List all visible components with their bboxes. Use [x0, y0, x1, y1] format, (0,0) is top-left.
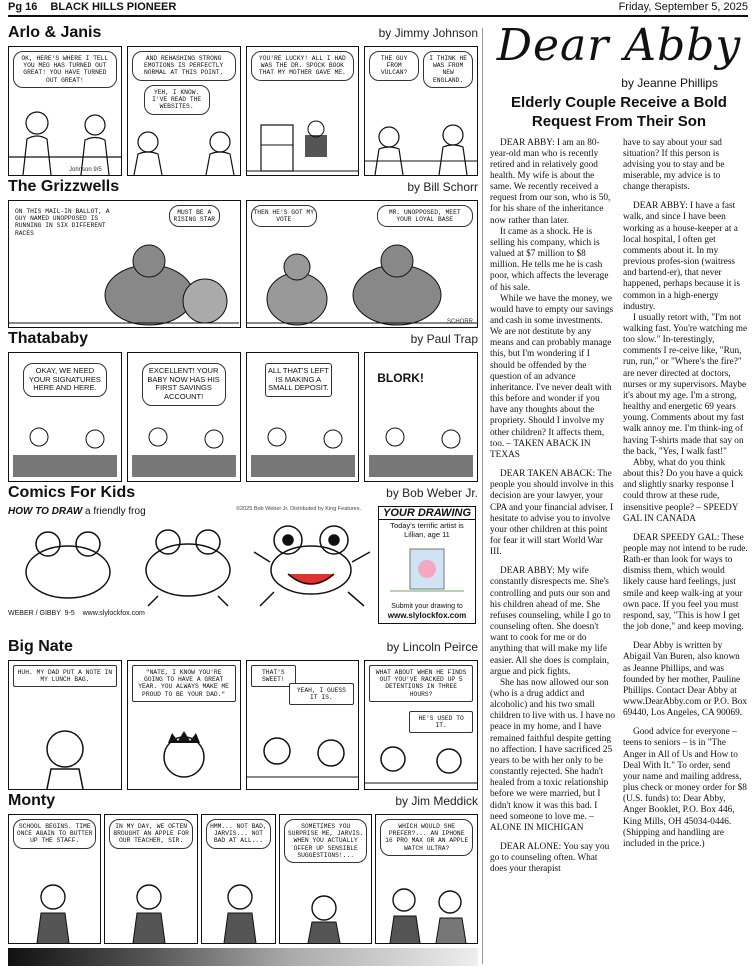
strip-author: by Paul Trap [410, 332, 478, 346]
strip-author: by Lincoln Peirce [386, 640, 478, 654]
comic-panel [127, 660, 241, 790]
strip-title: Big Nate [8, 638, 73, 655]
artist-caption: Today's terrific artist is Lillian, age 11 [390, 521, 464, 539]
jarvis-art [105, 873, 195, 943]
frog-drawing-steps-art [8, 522, 373, 608]
decorative-shade-bar [8, 948, 478, 966]
paragraph: Dear Abby is written by Abigail Van Buren, also known as Jeanne Phillips, and was founded by her mother, Pauline Phillips. Contact Dear Abby at www.DearAbby.com or P.O. Box 69440, Los Angeles, CA 90069. [623, 641, 748, 719]
paragraph: DEAR ABBY: I have a fast walk, and since I have been working as a house-keeper at a local hospital, I often get comments about it. In my previous profes-sion (waitress and bartend-er), that never happened, perhaps because it is common in a high-energy industry. [623, 201, 740, 312]
comic-panel [364, 46, 478, 176]
comic-panel [246, 46, 360, 176]
bank-desk-art [128, 421, 240, 481]
submit-info [379, 603, 475, 621]
paragraph: have to say about your sad situation? If this person is advising you to stay and be miserable, my advice is to change therapists. [623, 137, 725, 193]
strip-title: Thatababy [8, 330, 89, 347]
column-byline: by Jeanne Phillips [621, 76, 718, 90]
paragraph: DEAR ALONE: You say you go to counseling often. What does your therapist [490, 842, 610, 875]
monty-art [9, 873, 99, 943]
comic-panel [246, 200, 479, 328]
submit-text: Submit your drawing to [391, 602, 463, 610]
speech-balloon: MUST BE A RISING STAR [169, 205, 220, 227]
page-number: Pg 16 [8, 1, 38, 13]
paragraph: Abby, what do you think about this? Do you have a quick and slightly snarky response I could throw at these rude, insensitive people? – SPEEDY GAL IN CANADA [623, 457, 743, 524]
article-column-1 [490, 138, 615, 884]
kids-signature: WEBER / GIBBY [8, 610, 61, 617]
speech-balloon: I THINK HE WAS FROM NEW ENGLAND. [423, 51, 473, 88]
comics-section [8, 22, 478, 968]
speech-balloon: WHAT ABOUT WHEN HE FINDS OUT YOU'VE RACKED UP 5 DETENTIONS IN THREE HOURS? [369, 665, 473, 702]
kids-footer [8, 610, 145, 617]
column-title: Dear Abby [496, 20, 742, 71]
speech-balloon: OK, HERE'S WHERE I TELL YOU MEG HAS TURNED OUT GREAT! YOU HAVE TURNED OUT GREAT! [13, 51, 117, 88]
submit-url: www.slylockfox.com [387, 610, 467, 620]
bear-characters-art [9, 237, 239, 327]
speech-balloon: HUH. MY DAD PUT A NOTE IN MY LUNCH BAG. [13, 665, 117, 687]
page-header [8, 0, 748, 14]
speech-balloon: HMM... NOT BAD, JARVIS... NOT BAD AT ALL... [206, 819, 271, 849]
characters-at-table-art [9, 95, 121, 175]
sound-effect: BLORK! [377, 371, 424, 385]
speech-balloon: ALL THAT'S LEFT IS MAKING A SMALL DEPOSIT. [265, 363, 333, 397]
comic-panel [8, 46, 122, 176]
kids-date: 9-5 [64, 610, 75, 617]
monty-art [202, 873, 276, 943]
strip-comics-for-kids [8, 484, 478, 634]
comic-panel [104, 814, 197, 944]
drawing-subject: a friendly frog [85, 506, 146, 517]
speech-balloon: THAT'S SWEET! [251, 665, 297, 687]
article-body [490, 138, 748, 884]
header-rule [8, 15, 748, 17]
comic-panel [8, 660, 122, 790]
comic-panel [364, 352, 478, 482]
speech-balloon: EXCELLENT! YOUR BABY NOW HAS HIS FIRST SAVINGS ACCOUNT! [142, 363, 226, 406]
strip-arlo-janis [8, 24, 478, 176]
speech-balloon: SOMETIMES YOU SURPRISE ME, JARVIS. WHEN YOU ACTUALLY OFFER UP SENSIBLE SUGGESTIONS!... [284, 819, 367, 863]
comic-panel [8, 200, 241, 328]
kids-copyright: ©2025 Bob Weber Jr. Distributed by King Features. [236, 506, 362, 512]
article-column-2 [623, 138, 748, 884]
newspaper-name: BLACK HILLS PIONEER [50, 1, 177, 13]
strip-author: by Bill Schorr [407, 180, 478, 194]
column-divider [482, 28, 483, 964]
paragraph: I usually retort with, "I'm not walking fast. You're watching me too slow." In-terestingly, comments I re-ceive like, "Run, run, run," or "Where's the fire?" are never directed at doctors, nurses or my supervisors. Maybe it's about my age. I'm a strong, healthy and energetic 69 years young. Comments about my fast walk annoy me. I'm think-ing of having T-shirts made that say on the back, "Yes, I walk fast!" [623, 312, 748, 457]
characters-art [128, 120, 240, 175]
nate-art [9, 719, 121, 789]
porch-chairs-art [247, 95, 359, 175]
comic-panel [127, 46, 241, 176]
paragraph: DEAR SPEEDY GAL: These people may not intend to be rude. Rath-er than look for ways to dismiss them, which would likely cause hard feelings, just smile and keep walk-ing at your own pace. If you feel you must respond, say, "This is how I get the job done," and keep moving. [623, 532, 748, 633]
speech-balloon: THE GUY FROM VULCAN? [369, 51, 419, 81]
strip-title: Arlo & Janis [8, 24, 102, 41]
dear-abby-column [490, 20, 748, 884]
speech-balloon: ON THIS MAIL-IN BALLOT, A GUY NAMED UNOPPOSED IS RUNNING IN SIX DIFFERENT RACES [13, 205, 120, 240]
article-headline: Elderly Couple Receive a Bold Request From Their Son [511, 94, 727, 130]
comic-panel [375, 814, 478, 944]
comic-panel [246, 660, 360, 790]
strip-author: by Jim Meddick [395, 794, 478, 808]
comic-panel [127, 352, 241, 482]
your-drawing-label: YOUR DRAWING [379, 507, 475, 520]
comic-panel [8, 352, 122, 482]
comic-panel [8, 814, 101, 944]
bear-characters-art [247, 237, 477, 327]
comic-panel [201, 814, 276, 944]
characters-art [365, 739, 477, 789]
signature: SCHORR [446, 319, 473, 325]
monty-and-jarvis-art [376, 878, 476, 943]
speech-balloon: OKAY, WE NEED YOUR SIGNATURES HERE AND HERE. [23, 363, 107, 397]
characters-art [247, 729, 359, 789]
paragraph: She has now allowed our son (who is a drug addict and alcoholic) and his two small children to live with us. I have no peace in my home, and I have remained faithful despite getting no affection. I have sacrificed 25 years to be with her only to be constantly rejected. She hadn't healed from a toxic relationship before we were married, but I didn't know it was this bad. I need someone to love me. – ALONE IN MICHIGAN [490, 677, 615, 833]
your-drawing-box [378, 506, 476, 624]
nate-art [128, 729, 240, 789]
paragraph: DEAR ABBY: My wife constantly disrespects me. She's controlling and puts our son and his children ahead of me. She refuses counseling, while I go to counseling often. She doesn't want to cook for me or do anything that will make my life easier. All she does is complain, argue and pick fights. [490, 566, 611, 677]
strip-thatababy [8, 330, 478, 482]
bank-desk-art [9, 421, 121, 481]
speech-balloon: AND REHASHING STRONG EMOTIONS IS PERFECTLY NORMAL AT THIS POINT. [132, 51, 236, 81]
strip-author: by Jimmy Johnson [378, 26, 478, 40]
speech-balloon: WHICH WOULD SHE PREFER?... AN IPHONE 16 PRO MAX OR AN APPLE WATCH ULTRA? [380, 819, 473, 856]
comic-panel [364, 660, 478, 790]
paragraph: Good advice for everyone – teens to seniors – is in "The Anger in All of Us and How to Deal With It." To order, send your name and mailing address, plus check or money order for $8 (U.S. funds) to: Dear Abby, Anger Booklet, P.O. Box 446, King Mills, OH 45034-0446. (Shipping and handling are included in the price.) [623, 727, 747, 849]
strip-monty [8, 792, 478, 944]
comic-panel [279, 814, 372, 944]
strip-big-nate [8, 638, 478, 790]
issue-date: Friday, September 5, 2025 [618, 1, 748, 13]
speech-balloon: "NATE, I KNOW YOU'RE GOING TO HAVE A GREAT YEAR. YOU ALWAYS MAKE ME PROUD TO BE YOUR DAD." [132, 665, 236, 702]
speech-balloon: YOU'RE LUCKY! ALL I HAD WAS THE DR. SPOCK BOOK THAT MY MOTHER GAVE ME. [251, 51, 355, 81]
bank-desk-art [365, 421, 477, 481]
strip-title: Comics For Kids [8, 484, 136, 501]
speech-balloon: HE'S USED TO IT. [409, 711, 473, 733]
strip-title: Monty [8, 792, 56, 809]
strip-grizzwells [8, 178, 478, 328]
strip-author: by Bob Weber Jr. [386, 486, 478, 500]
reader-drawing-art [380, 541, 474, 595]
characters-art [365, 115, 477, 175]
paragraph: DEAR ABBY: I am an 80-year-old man who is recently retired and in relatively good health. My wife is about the same. We recently received a request from our son, who is 50, for his share of the inheritance now rather than later. [490, 137, 611, 226]
speech-balloon: THEN HE'S GOT MY VOTE [251, 205, 318, 227]
comic-panel [246, 352, 360, 482]
bank-desk-art [247, 421, 359, 481]
paragraph: DEAR TAKEN ABACK: The people you should involve in this decision are your lawyer, your CPA and your financial adviser. I hesitate to advise you to involve your other children at this point for fear it will start World War III. [490, 469, 614, 558]
strip-title: The Grizzwells [8, 178, 120, 195]
paragraph: It came as a shock. He is selling his company, which is valued at $7 million to $8 million. He tells me he is cash poor, which affects the leverage of his sale. [490, 226, 609, 293]
how-to-label: HOW TO DRAW [8, 506, 83, 517]
header-left [8, 1, 186, 13]
speech-balloon: SCHOOL BEGINS. TIME ONCE AGAIN TO BUTTER UP THE STAFF. [13, 819, 96, 849]
speech-balloon: MR. UNOPPOSED, MEET YOUR LOYAL BASE [377, 205, 474, 227]
signature: Johnson 9/5 [69, 167, 102, 173]
speech-balloon: YEAH, I GUESS IT IS. [289, 683, 355, 705]
monty-art [280, 888, 370, 943]
speech-balloon: YEH, I KNOW. I'VE READ THE WEBSITES. [144, 85, 210, 115]
speech-balloon: IN MY DAY, WE OFTEN BROUGHT AN APPLE FOR OUR TEACHER, SIR. [109, 819, 192, 849]
paragraph: While we have the money, we would have to empty our savings and cash in some investments. We are not destitute by any means and can probably manage this, but I'm wondering if I should be offended by the question of an advance inheritance. I've never dealt with this before and wonder if you have any thoughts about the propriety. Should I involve my other children? It affects them, too. – TAKEN ABACK IN TEXAS [490, 293, 614, 460]
kids-url: www.slylockfox.com [82, 610, 145, 617]
